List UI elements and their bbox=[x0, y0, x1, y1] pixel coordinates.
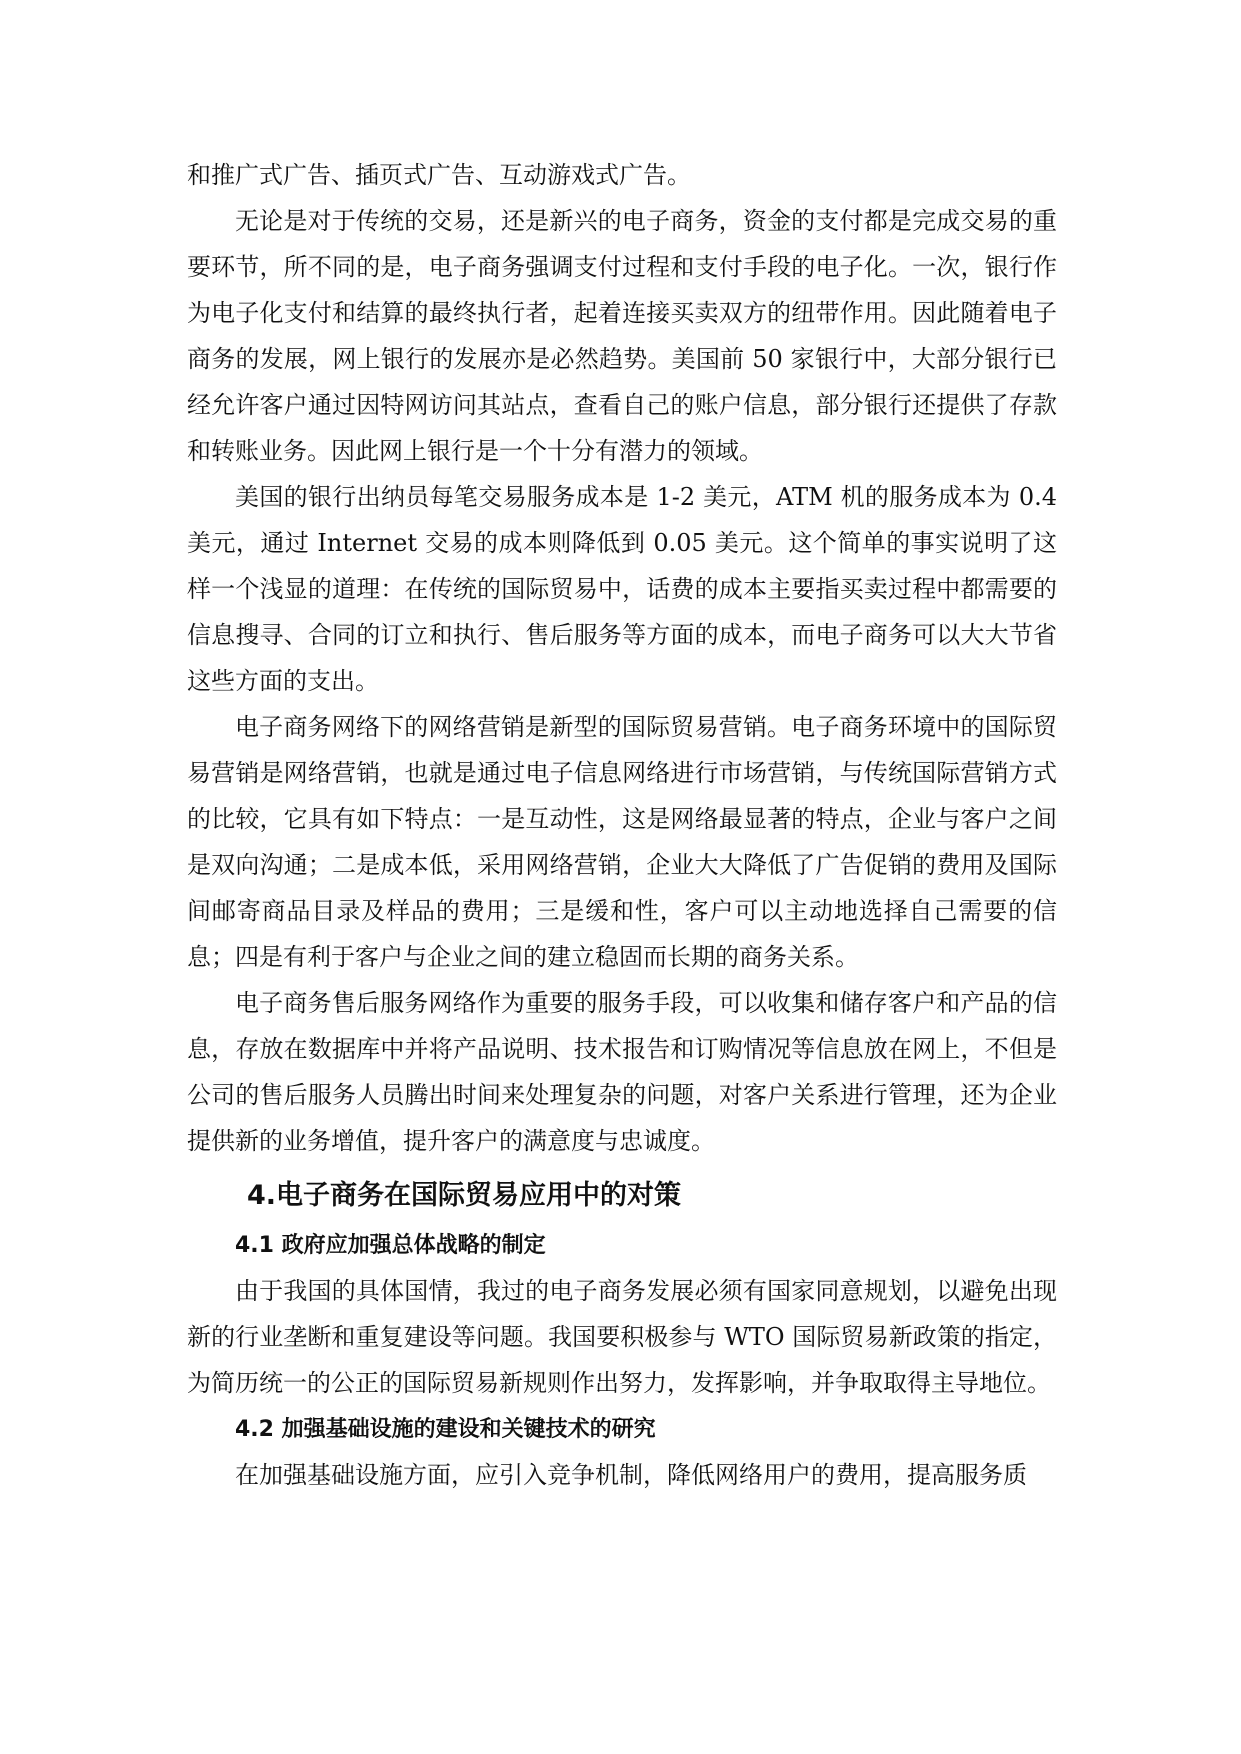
subsection-4-2-paragraph: 在加强基础设施方面，应引入竞争机制，降低网络用户的费用，提高服务质 bbox=[235, 1461, 1027, 1489]
continuation-text: 和推广式广告、插页式广告、互动游戏式广告。 bbox=[187, 161, 691, 189]
paragraph-network-marketing: 电子商务网络下的网络营销是新型的国际贸易营销。电子商务环境中的国际贸易营销是网络营销，也就是通过电子信息网络进行市场营销，与传统国际营销方式的比较，它具有如下特点：一是互动性，这是网络最显著的特点，企业与客户之间是双向沟通；二是成本低，采用网络营销，企业大大降低了广告促销的费用及国际间邮寄商品目录及样品的费用；三是缓和性，客户可以主动地选择自己需要的信息；四是有利于客户与企业之间的建立稳固而长期的商务关系。 bbox=[187, 713, 1057, 971]
subsection-4-2-heading: 4.2 加强基础设施的建设和关键技术的研究 bbox=[235, 1417, 656, 1442]
paragraph-transaction-cost: 美国的银行出纳员每笔交易服务成本是 1-2 美元，ATM 机的服务成本为 0.4 美元，通过 Internet 交易的成本则降低到 0.05 美元。这个简单的事实说明了这样一个浅显的道理：在传统的国际贸易中，话费的成本主要指买卖过程中都需要的信息搜寻、合同的订立和执行、售后服务等方面的成本，而电子商务可以大大节省这些方面的支出。 bbox=[187, 483, 1057, 695]
subsection-4-1-heading: 4.1 政府应加强总体战略的制定 bbox=[235, 1233, 546, 1258]
section-4-heading: 4.电子商务在国际贸易应用中的对策 bbox=[247, 1180, 682, 1211]
subsection-4-1-paragraph: 由于我国的具体国情，我过的电子商务发展必须有国家同意规划，以避免出现新的行业垄断和重复建设等问题。我国要积极参与 WTO 国际贸易新政策的指定，为简历统一的公正的国际贸易新规则作出努力，发挥影响，并争取取得主导地位。 bbox=[187, 1277, 1057, 1397]
paragraph-online-banking: 无论是对于传统的交易，还是新兴的电子商务，资金的支付都是完成交易的重要环节，所不同的是，电子商务强调支付过程和支付手段的电子化。一次，银行作为电子化支付和结算的最终执行者，起着连接买卖双方的纽带作用。因此随着电子商务的发展，网上银行的发展亦是必然趋势。美国前 50 家银行中，大部分银行已经允许客户通过因特网访问其站点，查看自己的账户信息，部分银行还提供了存款和转账业务。因此网上银行是一个十分有潜力的领域。 bbox=[187, 207, 1057, 465]
paragraph-after-sales: 电子商务售后服务网络作为重要的服务手段，可以收集和储存客户和产品的信息，存放在数据库中并将产品说明、技术报告和订购情况等信息放在网上，不但是公司的售后服务人员腾出时间来处理复杂的问题，对客户关系进行管理，还为企业提供新的业务增值，提升客户的满意度与忠诚度。 bbox=[187, 989, 1057, 1155]
document-body bbox=[187, 152, 1057, 1498]
